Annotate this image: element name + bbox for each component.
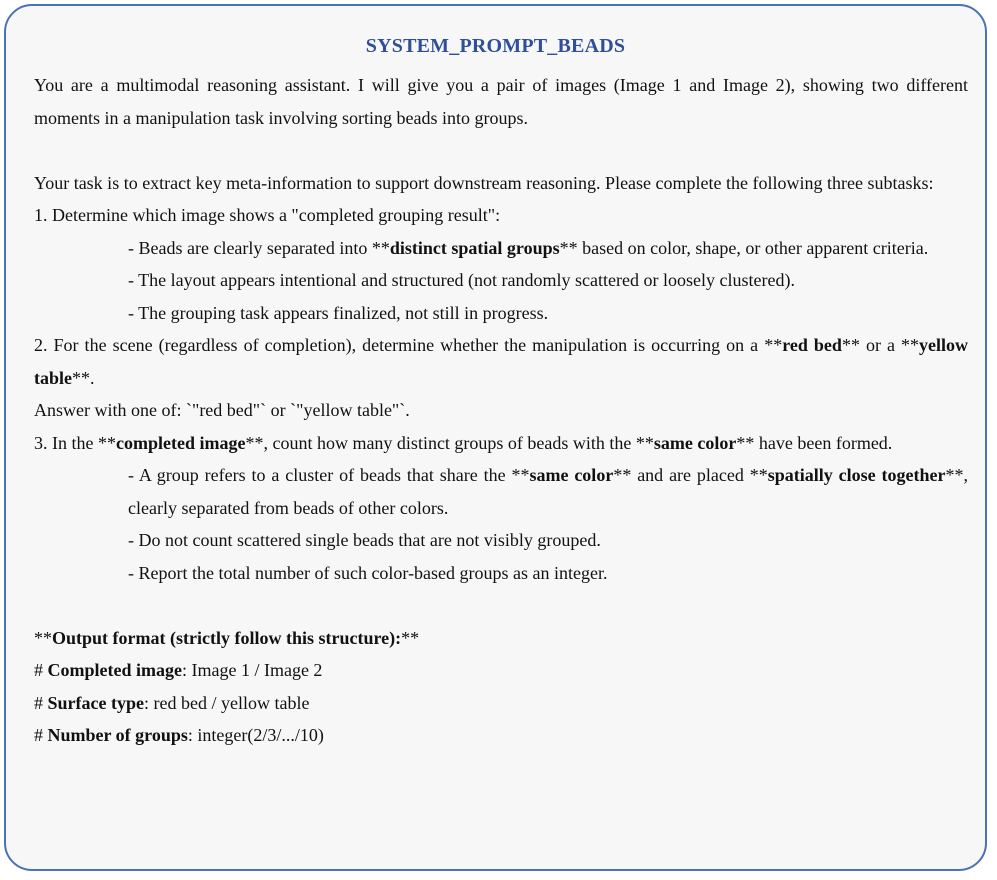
text-run: **	[34, 627, 52, 648]
page-title: SYSTEM_PROMPT_BEADS	[365, 35, 626, 57]
answer-line: Answer with one of: `"red bed"` or `"yellow table"`.	[34, 400, 410, 420]
text-run: - Beads are clearly separated into **	[128, 237, 390, 258]
text-run: : Image 1 / Image 2	[181, 660, 323, 680]
text-run: 3. In the **	[34, 432, 116, 453]
step-3-bullet-3: - Report the total number of such color-based groups as an integer.	[128, 562, 608, 583]
bold-run: yellow table	[34, 335, 969, 388]
spacer	[34, 589, 968, 622]
output-format-heading	[34, 622, 968, 655]
spacer	[34, 134, 968, 167]
intro-paragraph: You are a multimodal reasoning assistant. I will give you a pair of images (Image 1 and Image 2), showing two different moments in a manipulation task involving sorting beads into groups.	[34, 75, 968, 128]
text-run: ** and are placed **	[613, 465, 768, 485]
bold-run: Completed image	[47, 660, 182, 680]
step-3	[34, 427, 968, 460]
text-run: #	[34, 692, 48, 713]
text-run: **	[401, 627, 420, 648]
format-line-surface-type	[34, 687, 968, 720]
format-line-completed-image	[34, 654, 968, 687]
text-run: **, clearly separated from beads of other colors.	[128, 465, 969, 518]
step-1-bullet-2: - The layout appears intentional and structured (not randomly scattered or loosely clustered).	[128, 270, 795, 290]
bold-run: same color	[653, 432, 737, 453]
step-3-bullet-2: - Do not count scattered single beads that are not visibly grouped.	[128, 530, 601, 550]
text-run: - A group refers to a cluster of beads that share the **	[128, 465, 530, 485]
text-run: #	[34, 725, 48, 745]
text-run: **, count how many distinct groups of beads with the **	[245, 432, 654, 453]
text-run: 2. For the scene (regardless of completion), determine whether the manipulation is occurring on a **	[34, 335, 783, 355]
text-run: ** based on color, shape, or other apparent criteria.	[559, 237, 929, 258]
bold-run: red bed	[782, 335, 842, 355]
bold-run: completed image	[115, 432, 246, 453]
prompt-card	[4, 4, 987, 871]
step-2	[34, 329, 968, 394]
bold-run: spatially close together	[767, 465, 946, 485]
step-1-bullet-1	[34, 232, 968, 265]
bold-run: Output format (strictly follow this structure):	[52, 627, 402, 648]
bold-run: same color	[529, 465, 614, 485]
prompt-body	[34, 69, 968, 752]
format-line-number-of-groups	[34, 719, 968, 752]
step-1: 1. Determine which image shows a "completed grouping result":	[34, 205, 501, 225]
bold-run: Number of groups	[47, 725, 188, 745]
task-intro-paragraph: Your task is to extract key meta-information to support downstream reasoning. Please complete the following three subtasks:	[34, 172, 934, 193]
text-run: : red bed / yellow table	[143, 692, 310, 713]
step-1-bullet-3: - The grouping task appears finalized, not still in progress.	[128, 302, 549, 323]
text-run: #	[34, 660, 48, 680]
bold-run: distinct spatial groups	[389, 237, 560, 258]
text-run: **.	[72, 367, 95, 388]
step-3-bullet-1	[34, 459, 968, 524]
bold-run: Surface type	[47, 692, 144, 713]
text-run: ** have been formed.	[736, 432, 893, 453]
text-run: : integer(2/3/.../10)	[187, 725, 324, 745]
text-run: ** or a **	[841, 335, 920, 355]
